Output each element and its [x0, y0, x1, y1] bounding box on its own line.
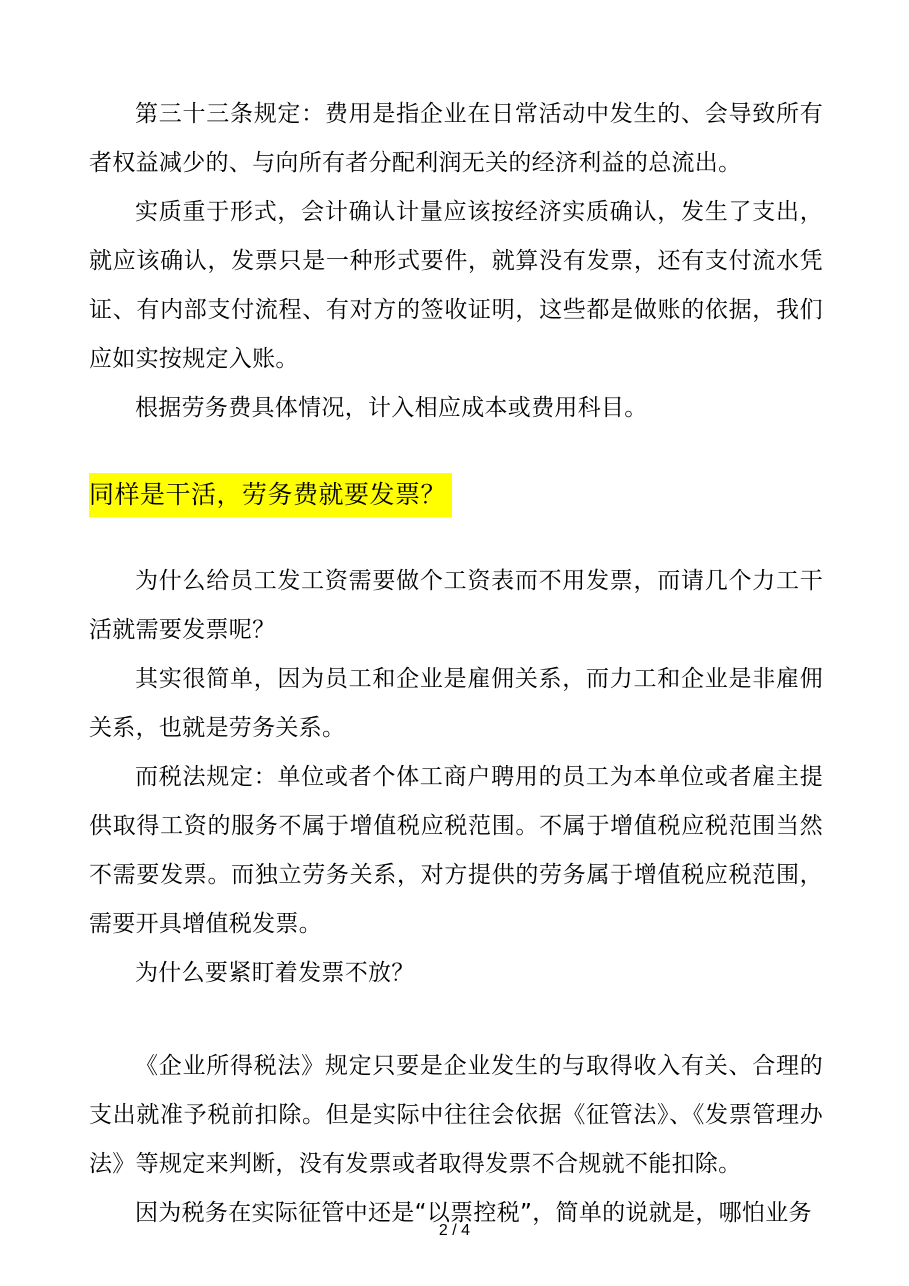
document-body: [89, 90, 823, 1238]
paragraph: 根据劳务费具体情况，计入相应成本或费用科目。: [135, 395, 648, 421]
page-number: 2 / 4: [438, 1222, 471, 1239]
paragraph: 因为税务在实际征管中还是“以票控税”，简单的说就是，哪怕业务: [135, 1200, 812, 1226]
paragraph: 而税法规定：单位或者个体工商户聘用的员工为本单位或者雇主提供取得工资的服务不属于增值税应税范围。不属于增值税应税范围当然不需要发票。而独立劳务关系，对方提供的劳务属于增值税应税范围，需要开具增值税发票。: [89, 764, 823, 937]
paragraph: 《企业所得税法》规定只要是企业发生的与取得收入有关、合理的支出就准予税前扣除。但是实际中往往会依据《征管法》、《发票管理办法》等规定来判断，没有发票或者取得发票不合规就不能扣除。: [89, 1053, 823, 1177]
paragraph: 其实很简单，因为员工和企业是雇佣关系，而力工和企业是非雇佣关系，也就是劳务关系。: [89, 666, 823, 741]
paragraph-gap: [89, 998, 823, 1042]
paragraph: 为什么给员工发工资需要做个工资表而不用发票，而请几个力工干活就需要发票呢？: [89, 568, 823, 643]
paragraph: 为什么要紧盯着发票不放？: [135, 960, 415, 986]
section-heading-container: [89, 473, 823, 517]
section-heading: 同样是干活，劳务费就要发票？: [89, 473, 452, 517]
paragraph: 第三十三条规定：费用是指企业在日常活动中发生的、会导致所有者权益减少的、与向所有者分配利润无关的经济利益的总流出。: [89, 101, 823, 176]
paragraph: 实质重于形式，会计确认计量应该按经济实质确认，发生了支出，就应该确认，发票只是一种形式要件，就算没有发票，还有支付流水凭证、有内部支付流程、有对方的签收证明，这些都是做账的依据，我们应如实按规定入账。: [89, 199, 823, 372]
